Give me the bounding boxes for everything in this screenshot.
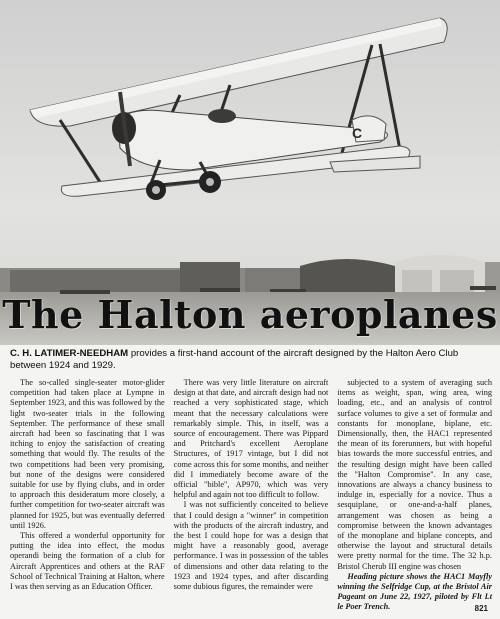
photo-caption: Heading picture shows the HAC1 Mayfly winning the Selfridge Cup, at the Bristol Air Pageant on June 22, 1927, piloted by Flt Lt le Poer Trench. [337,571,493,612]
paragraph: This offered a wonderful opportunity for putting the idea into effect, the modus operandi being the formation of a club for Aircraft Apprentices and others at the RAF School of Technical Training at Halton, where I was then serving as an Education Officer. [10,531,165,592]
column-2 [174,378,329,608]
aircraft-marking: C [352,125,363,141]
headline: The Halton aeroplanes [2,292,498,337]
standfirst-text: provides a first-hand account of the aircraft designed by the Halton Aero Club between 1924 and 1929. [10,348,459,371]
page-number: 821 [474,604,488,613]
paragraph: subjected to a system of averaging such items as weight, span, wing area, wing loading, etc., and an analysis of control surface volumes to give a set of formulæ and constants for monoplane, biplane, etc. Dimensionally, then, the HAC1 represented the mean of its forerunners, but with hopeful bias towards the more successful entries, and the resulting design might have been called the "Halton Compromise". In any case, innovations are always a chancy business to indulge in, especially for a novice. Thus a sesquiplane, or one-and-a-half planes, arrangement was chosen as being a compromise between the known advantages of the monoplane and biplane concepts, and otherwise the layout and structural details were pretty normal for the time. The 32 h.p. Bristol Cherub III engine was chosen [337,378,493,571]
standfirst [10,348,492,372]
author-name: C. H. LATIMER-NEEDHAM [10,348,129,359]
paragraph: I was not sufficiently conceited to believe that I could design a "winner" in competition with the products of the aircraft industry, and the best I could hope for was a design that might have a reasonably good, average performance. I was in possession of the tables of dimensions and other data relating to the 1923 and 1924 types, and after discarding some dubious figures, the remainder were [173,500,329,592]
paragraph: There was very little literature on aircraft design at that date, and aircraft design had not reached a very sophisticated stage, which meant that the necessary calculations were remarkably simple. This, in itself, was a source of encouragement. There was Pippard and Pritchard's excellent Aeroplane Structures, of 1917 vintage, but I did not come across this for some months, and neither did I immediately become aware of the official "bible", AP970, which was very helpful and again not too difficult to follow. [173,378,329,500]
column-1 [10,378,165,608]
paragraph: The so-called single-seater motor-glider competition had taken place at Lympne in September 1923, and this was followed by the light two-seater trials in the following September. The performance of these small aircraft had been so fascinating that I was itching to enjoy the satisfaction of creating something that would fly. The results of the two competitions had been very promising, but none of the designs were considered suitable for use by flying clubs, and in order to approach this desideratum more closely, a further competition for two-seater aircraft was planned for 1925, but was eventually deferred until 1926. [10,378,165,530]
